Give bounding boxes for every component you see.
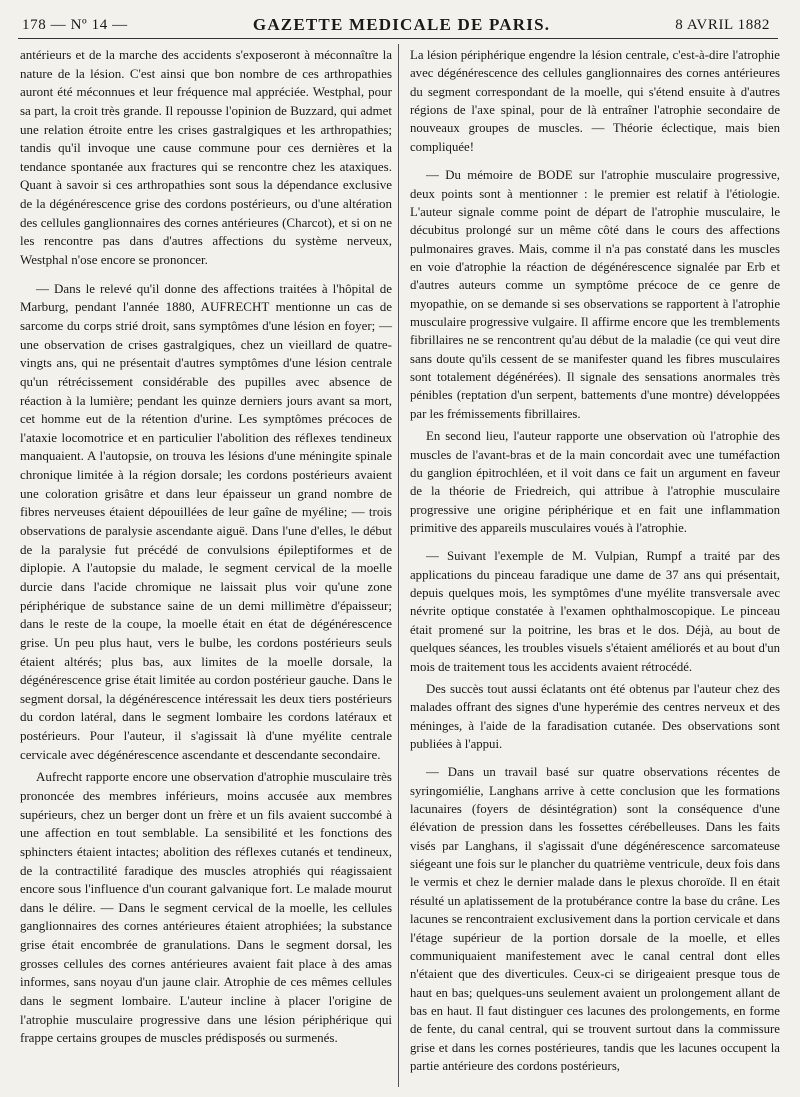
column-divider [398, 44, 399, 1087]
paragraph: antérieurs et de la marche des accidents s'exposeront à méconnaître la nature de la lésion. C'est ainsi que bon nombre de ces arthropathies auront été méconnues et leur fréquence mal appréciée. Westphal, pour sa part, la croit très grande. Il repousse l'opinion de Buzzard, qui admet une relation étroite entre les crises gastralgiques et les arthropathies; tandis qu'il invoque une cause commune pour ces dernières et la tendance spontanée aux fractures qui se rencontre chez les ataxiques. Quant à savoir si ces arthropathies sont sous la dépendance exclusive de la dégénérescence grise des cordons postérieurs, ou d'une altération des cellules ganglionnaires des cornes antérieures (Charcot), et si on ne les rencontre pas dans d'autres affections du système nerveux, Westphal n'ose encore se prononcer. [20, 47, 392, 268]
paragraph: — Suivant l'exemple de M. Vulpian, Rumpf a traité par des applications du pinceau faradique une dame de 37 ans qui présentait, depuis quelques mois, les symptômes d'une myélite transversale avec névrite optique constatée à l'examen ophthalmoscopique. Le pinceau était promené sur la poitrine, les bras et le dos. Déjà, au bout de quelques séances, les troubles visuels s'étaient améliorés et au bout d'un mois de traitement tous les accidents avaient rétrocédé. [410, 549, 780, 674]
paragraph: En second lieu, l'auteur rapporte une observation où l'atrophie des muscles de l'avant-bras et de la main concordait avec une tuméfaction du ganglion épitrochléen, et il voit dans ce fait un argument en faveur de la théorie de Friedreich, qui attribue à l'atrophie musculaire progressive une origine périphérique et en fait une inflammation primitive des appareils musculaires voués à l'atrophie. [410, 429, 780, 535]
paragraph: La lésion périphérique engendre la lésion centrale, c'est-à-dire l'atrophie avec dégénérescence des cellules ganglionnaires des cornes antérieures du segment correspondant de la moelle, qui s'étend ensuite à d'autres régions de l'axe spinal, pour de là entraîner l'atrophie secondaire de nouveaux groupes de muscles. — Théorie éclectique, mais bien compliquée! [410, 48, 780, 154]
issue-date: 8 AVRIL 1882 [675, 16, 770, 33]
header-rule [18, 38, 778, 39]
paragraph: — Dans un travail basé sur quatre observations récentes de syringomiélie, Langhans arrive à cette conclusion que les formations lacunaires (foyers de désintégration) sont la conséquence d'une élévation de pression dans les fossettes cérébelleuses. Dans les faits visés par Langhans, il s'agissait d'une dégénérescence sarcomateuse siégeant une fois sur le plancher du quatrième ventricule, deux fois dans le vermis et chez le dernier malade dans le plexus choroïde. Il en était résulté un aplatissement de la protubérance contre la base du crâne. Les lacunes se rencontraient exclusivement dans la portion cervicale et dans l'étage supérieur de la portion dorsale de la moelle, et elles communiquaient manifestement avec le canal central dont elles n'étaient que des diverticules. Ceux-ci se dirigeaient presque tous de haut en bas; quelques-uns seulement avaient un prolongement allant de bas en haut. Il faut distinguer ces lacunes des prolongements, en forme de fente, du canal central, qui se trouvent surtout dans la commissure grise et dans les cornes postérieures, tandis que les lacunes occupent la partie antérieure des cordons postérieurs, [410, 765, 780, 1074]
paragraph: — Du mémoire de BODE sur l'atrophie musculaire progressive, deux points sont à mentionner : le premier est relatif à l'étiologie. L'auteur signale comme point de départ de l'atrophie musculaire, le décubitus prolongé sur un même côté dans le cours des affections pulmonaires graves. Mais, comme il n'a pas constaté dans les muscles en voie d'atrophie la réaction de dégénérescence signalée par Erb et d'autres auteurs comme un symptôme précoce de ce genre de myopathie, on se demande si ses observations se rapportent à l'atrophie musculaire progressive vulgaire. Il affirme encore que les tremblements fibrillaires ne se rencontrent qu'au début de la maladie (ce qui veut dire sans doute qu'ils cessent de se manifester quand les fibres musculaires sont totalement dégénérées). Il signale des sensations anormales très pénibles (reptation d'un serpent, battements d'une montre) développées par les frémissements fibrillaires. [410, 168, 780, 421]
paragraph: Des succès tout aussi éclatants ont été obtenus par l'auteur chez des malades offrant des signes d'une hyperémie des centres nerveux et des méninges, à l'aide de la faradisation cutanée. Des observations sont publiées à l'appui. [410, 681, 780, 751]
right-column [410, 46, 780, 1075]
page-header [22, 12, 770, 38]
left-column [20, 46, 392, 1048]
paragraph: Aufrecht rapporte encore une observation d'atrophie musculaire très prononcée des membres inférieurs, moins accusée aux membres supérieurs, chez un berger dont un frère et un fils avaient succombé à une affection en tout semblable. La sensibilité et les fonctions des sphincters étaient intactes; abolition des réflexes cutanés et tendineux, de la contractilité faradique des muscles atrophiés qui réagissaient encore sous l'influence d'un courant galvanique fort. Le malade mourut dans le délire. — Dans le segment cervical de la moelle, les cellules ganglionnaires des cornes antérieures étaient atrophiées; la substance grise était encombrée de granulations. Dans le segment dorsal, les grosses cellules des cornes antérieures avaient fait place à des amas informes, sans noyau d'un jaune clair. Atrophie de ces mêmes cellules dans le segment lombaire. L'auteur incline à placer l'origine de l'atrophie musculaire progressive dans une lésion périphérique qui frappe certains groupes de muscles prédisposés ou surmenés. [20, 769, 392, 1046]
paragraph: — Dans le relevé qu'il donne des affections traitées à l'hôpital de Marburg, pendant l'année 1880, AUFRECHT mentionne un cas de sarcome du corps strié droit, sans symptômes d'une lésion en foyer; — une observation de crises gastralgiques, chez un vieillard de quatre-vingts ans, qui ne présentait d'autres symptômes d'une lésion centrale qu'un rétrécissement considérable des pupilles avec absence de réaction à la lumière; pendant les quinze derniers jours avant sa mort, cet homme eut de la rétention d'urine. Les symptômes précoces de l'ataxie locomotrice et en particulier l'abolition des réflexes tendineux manquaient. A l'autopsie, on trouva les lésions d'une méningite spinale chronique limitée à la région dorsale; les cordons postérieurs avaient une coloration grisâtre et dans leur épaisseur un grand nombre de fibres nerveuses étaient dépouillées de leur gaîne de myéline; — trois observations de paralysie ascendante aiguë. Dans l'une d'elles, le début de la paralysie fut précédé de convulsions épileptiformes et de diplopie. A l'autopsie du malade, le segment cervical de la moelle durcie dans l'acide chromique ne laissait plus voir qu'une zone périphérique de substance saine de un demi millimètre d'épaisseur; dans le reste de la coupe, la moelle était en état de dégénérescence grise. Un peu plus haut, vers le bulbe, les cordons postérieurs seuls étaient altérés; plus bas, aux limites de la moelle dorsale, la dégénérescence grise était limitée au cordon postérieur gauche. Dans le segment dorsal, la dégénérescence intéressait les deux tiers postérieurs du cordon latéral, dans le segment lombaire les cordons latéraux et postérieurs. Pour l'auteur, il s'agissait là d'une myélite centrale cervicale avec dégénérescence ascendante et descendante secondaire. [20, 280, 392, 762]
page-number-issue: 178 — Nº 14 — [22, 16, 128, 33]
journal-title: GAZETTE MEDICALE DE PARIS. [252, 15, 551, 34]
